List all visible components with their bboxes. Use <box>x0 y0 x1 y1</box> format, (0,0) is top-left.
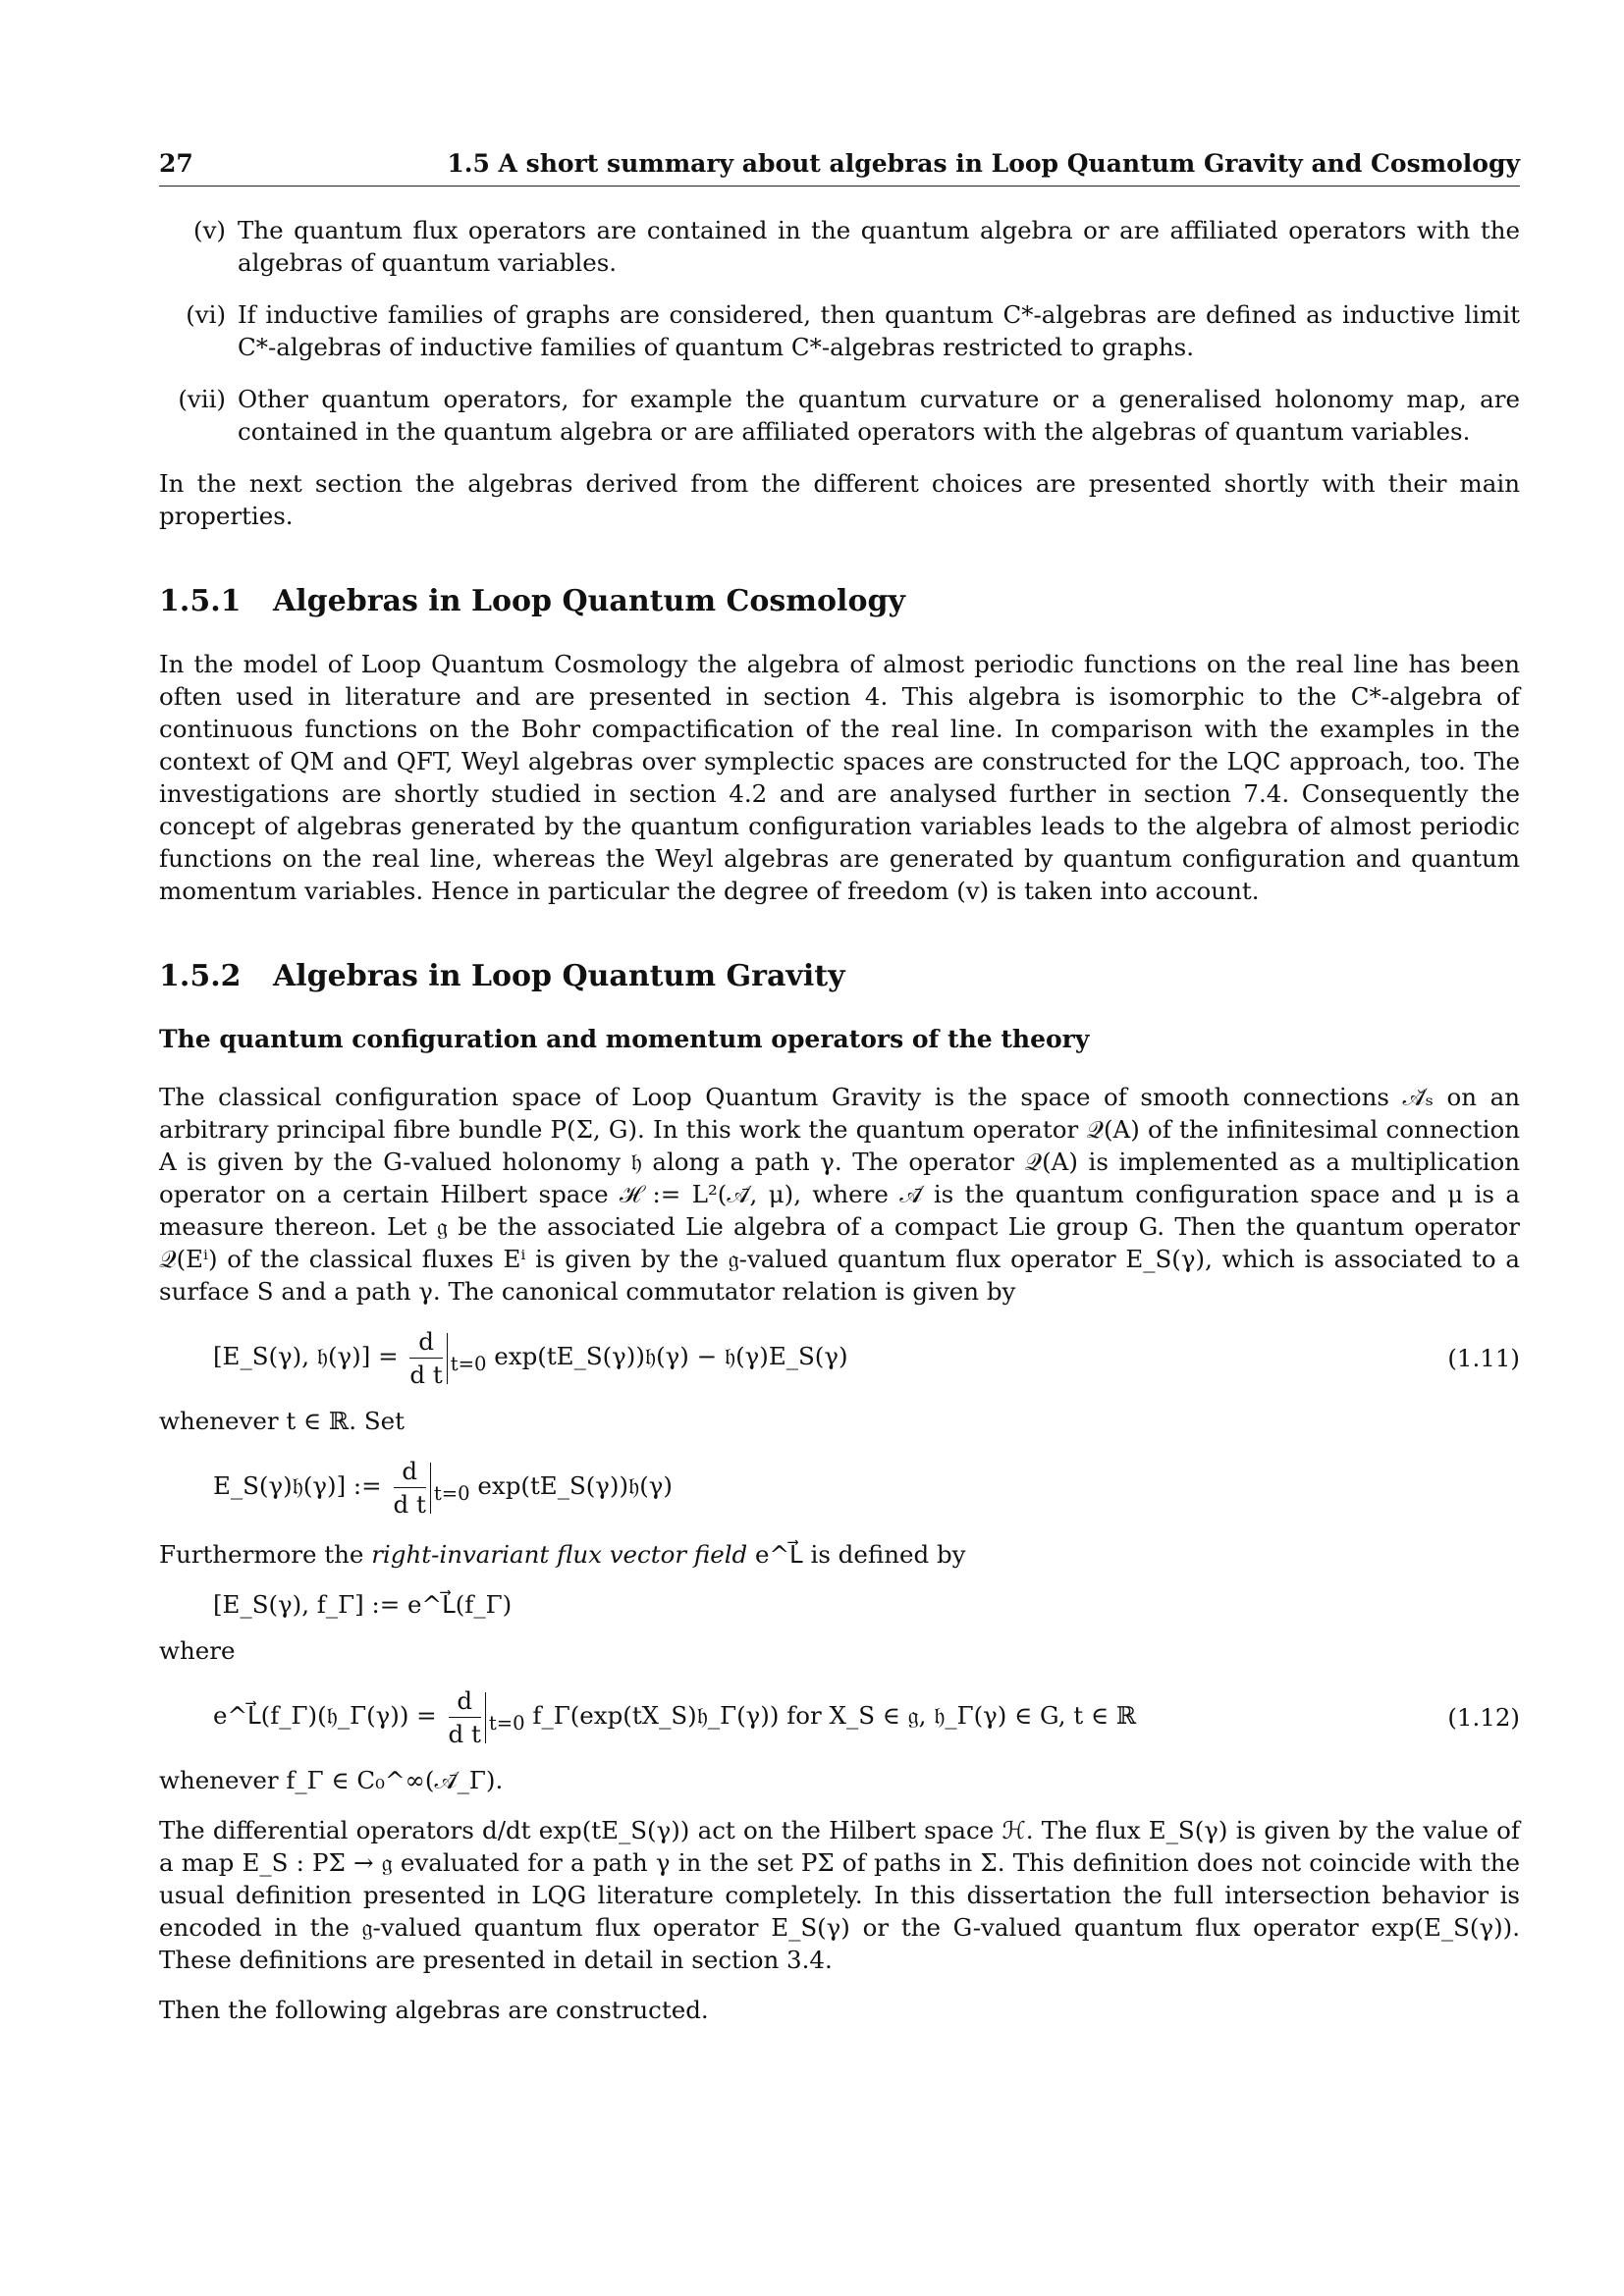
derivative-denominator: d t <box>409 1358 442 1391</box>
equation-lhs: E_S(γ)𝔥(γ)] := <box>213 1471 382 1500</box>
running-header <box>159 147 1520 187</box>
list-item-label: (v) <box>193 216 226 244</box>
section-title: Algebras in Loop Quantum Gravity <box>273 959 845 993</box>
paragraph-lqc: In the model of Loop Quantum Cosmology the algebra of almost periodic functions on the real line has been often used in literature and are presented in section 4. This algebra is isomorphic to the C*-algebra of continuous functions on the Bohr compactification of the real line. In comparison with the examples in the context of QM and QFT, Weyl algebras over symplectic spaces are constructed for the LQC approach, too. The investigations are shortly studied in section 4.2 and are analysed further in section 7.4. Consequently the concept of algebras generated by the quantum configuration variables leads to the algebra of almost periodic functions on the real line, whereas the Weyl algebras are generated by quantum configuration and quantum momentum variables. Hence in particular the degree of freedom (v) is taken into account. <box>159 650 1520 905</box>
equation-tag: (1.11) <box>1447 1344 1520 1372</box>
section-number: 1.5.1 <box>159 584 242 618</box>
derivative <box>449 1684 481 1750</box>
evaluation-subscript: t=0 <box>488 1711 525 1735</box>
subheading: The quantum configuration and momentum operators of the theory <box>159 1025 1090 1053</box>
paragraph-following-algebras: Then the following algebras are constructed. <box>159 1996 709 2024</box>
list-item <box>159 298 1520 363</box>
list-item <box>159 214 1520 279</box>
equation-tag: (1.12) <box>1447 1703 1520 1732</box>
equation-rhs: exp(tE_S(γ))𝔥(γ) <box>477 1471 673 1500</box>
equation-lhs: e^L⃗(f_Γ)(𝔥_Γ(γ)) = <box>213 1701 437 1730</box>
paragraph-whenever-t: whenever t ∈ ℝ. Set <box>159 1407 405 1435</box>
derivative <box>409 1325 442 1391</box>
derivative-denominator: d t <box>394 1487 426 1521</box>
text-run: e^L⃗ is defined by <box>747 1540 966 1569</box>
emphasis: right-invariant flux vector field <box>371 1540 748 1569</box>
paragraph-differential-operators: The differential operators d/dt exp(tE_S(γ)) act on the Hilbert space ℋ. The flux E_S(γ) is given by the value of a map E_S : PΣ → 𝔤 evaluated for a path γ in the set PΣ of paths in Σ. This definition does not coincide with the usual definition presented in LQG literature completely. In this dissertation the full intersection behavior is encoded in the 𝔤-valued quantum flux operator E_S(γ) or the G-valued quantum flux operator exp(E_S(γ)). These definitions are presented in detail in section 3.4. <box>159 1816 1520 1974</box>
equation-rhs: exp(tE_S(γ))𝔥(γ) − 𝔥(γ)E_S(γ) <box>494 1342 848 1370</box>
section-heading-1-5-1 <box>159 583 1520 620</box>
text-run: Furthermore the <box>159 1540 372 1569</box>
list-item-text: If inductive families of graphs are considered, then quantum C*-algebras are defined as inductive limit C*-algebras of inductive families of quantum C*-algebras restricted to graphs. <box>238 300 1520 361</box>
equation-1-11 <box>213 1325 1520 1391</box>
paragraph-configuration-space: The classical configuration space of Loop Quantum Gravity is the space of smooth connections 𝒜̆ₛ on an arbitrary principal fibre bundle P(Σ, G). In this work the quantum operator 𝒬(A) of the infinitesimal connection A is given by the G-valued holonomy 𝔥 along a path γ. The operator 𝒬(A) is implemented as a multiplication operator on a certain Hilbert space ℋ := L²(𝒜̄, μ), where 𝒜̄ is the quantum configuration space and μ is a measure thereon. Let 𝔤 be the associated Lie algebra of a compact Lie group G. Then the quantum operator 𝒬(Eⁱ) of the classical fluxes Eⁱ is given by the 𝔤-valued quantum flux operator E_S(γ), which is associated to a surface S and a path γ. The canonical commutator relation is given by <box>159 1083 1520 1306</box>
list-item-text: Other quantum operators, for example the quantum curvature or a generalised holonomy map, are contained in the quantum algebra or are affiliated operators with the algebras of quantum variables. <box>238 385 1520 446</box>
equation-flux-field <box>213 1588 1520 1621</box>
paragraph-where: where <box>159 1636 236 1665</box>
paragraph-furthermore <box>159 1538 1520 1571</box>
evaluation-subscript: t=0 <box>450 1352 487 1375</box>
paragraph-next-section: In the next section the algebras derived from the different choices are presented shortly with their main properties. <box>159 469 1520 530</box>
derivative-numerator: d <box>418 1327 434 1356</box>
section-heading-1-5-2 <box>159 958 1520 995</box>
derivative-denominator: d t <box>449 1717 481 1750</box>
list-item-label: (vii) <box>178 385 226 413</box>
list-item <box>159 383 1520 448</box>
equation-lhs: [E_S(γ), 𝔥(γ)] = <box>213 1342 399 1370</box>
derivative-numerator: d <box>457 1686 472 1715</box>
conditions-list <box>159 214 1520 448</box>
section-number: 1.5.2 <box>159 959 242 993</box>
page <box>159 147 1520 2026</box>
list-item-text: The quantum flux operators are contained in the quantum algebra or are affiliated operators with the algebras of quantum variables. <box>238 216 1520 277</box>
running-title: 1.5 A short summary about algebras in Loop Quantum Gravity and Cosmology <box>447 149 1520 178</box>
equation: [E_S(γ), f_Γ] := e^L⃗(f_Γ) <box>213 1590 513 1619</box>
derivative-numerator: d <box>402 1457 418 1485</box>
list-item-label: (vi) <box>186 300 226 329</box>
section-title: Algebras in Loop Quantum Cosmology <box>273 584 905 618</box>
equation-rhs: f_Γ(exp(tX_S)𝔥_Γ(γ)) for X_S ∈ 𝔤, 𝔥_Γ(γ) ∈ G, t ∈ ℝ <box>532 1701 1137 1730</box>
paragraph-whenever-f: whenever f_Γ ∈ C₀^∞(𝒜̄_Γ). <box>159 1766 504 1794</box>
evaluation-subscript: t=0 <box>433 1481 470 1505</box>
equation-definition <box>213 1455 1520 1521</box>
page-number: 27 <box>159 149 193 178</box>
equation-1-12 <box>213 1684 1520 1750</box>
derivative <box>394 1455 426 1521</box>
